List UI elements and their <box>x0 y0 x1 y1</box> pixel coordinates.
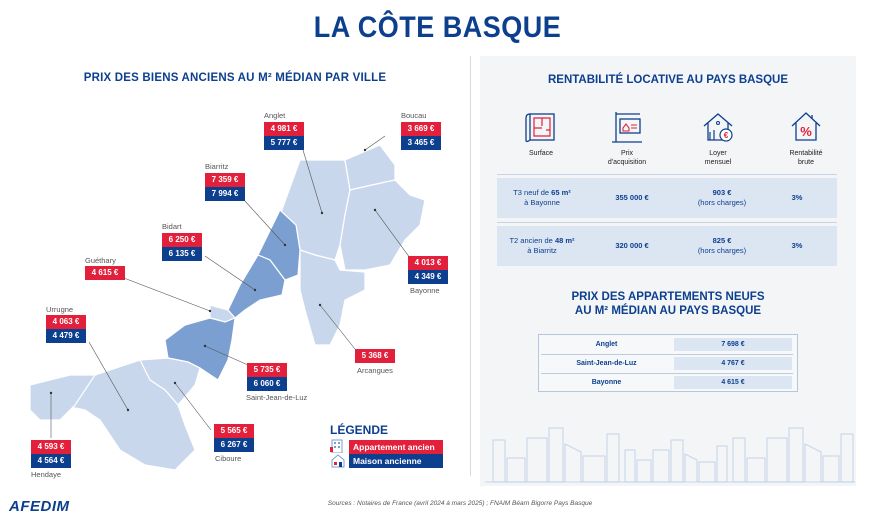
city-name-saint-jean-de-luz: Saint-Jean-de-Luz <box>246 393 308 402</box>
neuf-city: Anglet <box>595 341 618 348</box>
city-name-urrugne: Urrugne <box>46 305 74 314</box>
city-skyline-illustration <box>485 420 855 485</box>
neuf-row-anglet <box>539 335 797 354</box>
city-name-arcangues: Arcangues <box>357 366 393 375</box>
price-maison-anglet: 5 777 € <box>264 136 304 150</box>
column-prix <box>592 110 662 167</box>
price-appartement-urrugne: 4 063 € <box>46 315 86 329</box>
svg-text:€: € <box>723 131 729 140</box>
city-name-boucau: Boucau <box>401 111 427 120</box>
house-percent-icon <box>789 110 823 144</box>
price-appartement-saint-jean-de-luz: 5 735 € <box>247 363 287 377</box>
rentability-row <box>497 178 837 218</box>
row-surface-value: 48 m² <box>554 236 575 245</box>
city-name-bayonne: Bayonne <box>410 286 440 295</box>
row-surface-value: 65 m² <box>551 188 571 197</box>
page-title: LA CÔTE BASQUE <box>313 10 562 44</box>
price-appartement-boucau: 3 669 € <box>401 122 441 136</box>
city-name-anglet: Anglet <box>264 111 286 120</box>
column-surface <box>506 110 576 158</box>
house-icon <box>330 454 346 468</box>
neuf-row-saint-jean-de-luz <box>539 354 797 373</box>
header-separator <box>497 174 837 175</box>
apartment-building-icon <box>330 439 346 453</box>
price-maison-boucau: 3 465 € <box>401 136 441 150</box>
map-shapes <box>0 100 470 480</box>
sources-note: Sources : Notaires de France (avril 2024 à mars 2025) ; FNAIM Béarn Bigorre Pays Basque <box>327 500 593 507</box>
city-name-hendaye: Hendaye <box>31 470 62 479</box>
row-loyer: 903 € <box>712 188 732 197</box>
rentability-row <box>497 226 837 266</box>
price-appartement-hendaye: 4 593 € <box>31 440 71 454</box>
price-maison-saint-jean-de-luz: 6 060 € <box>247 377 287 391</box>
column-loyer <box>683 110 753 167</box>
city-name-bidart: Bidart <box>162 222 182 231</box>
price-maison-bayonne: 4 349 € <box>408 270 448 284</box>
property-sign-icon <box>610 110 644 144</box>
city-name-guethary: Guéthary <box>85 256 116 265</box>
neuf-prices-title <box>480 290 856 318</box>
column-label-surface: Surface <box>528 150 554 157</box>
row-separator <box>497 222 837 223</box>
column-label-loyer-2: mensuel <box>704 159 732 166</box>
city-name-ciboure: Ciboure <box>215 454 242 463</box>
price-appartement-anglet: 4 981 € <box>264 122 304 136</box>
row-loyer-note: (hors charges) <box>697 198 747 207</box>
price-appartement-ciboure: 5 565 € <box>214 424 254 438</box>
neuf-title-line-2: AU M² MÉDIAN AU PAYS BASQUE <box>574 305 762 317</box>
row-prix: 320 000 € <box>615 241 649 250</box>
legend-maison: Maison ancienne <box>349 454 443 468</box>
column-label-rentabilite-2: brute <box>798 159 814 166</box>
neuf-title-line-1: PRIX DES APPARTEMENTS NEUFS <box>571 291 765 303</box>
svg-text:%: % <box>800 124 812 139</box>
price-maison-urrugne: 4 479 € <box>46 329 86 343</box>
neuf-city: Bayonne <box>591 379 622 386</box>
neuf-prices-table <box>538 334 798 392</box>
price-appartement-arcangues: 5 368 € <box>355 349 395 363</box>
map-section-title: PRIX DES BIENS ANCIENS AU M² MÉDIAN PAR VILLE <box>83 72 387 84</box>
price-appartement-guethary: 4 615 € <box>85 266 125 280</box>
row-surface-prefix: T2 ancien de <box>509 236 553 245</box>
legend-appartement: Appartement ancien <box>349 440 443 454</box>
column-label-loyer-1: Loyer <box>709 150 727 157</box>
column-rentabilite <box>771 110 841 167</box>
house-euro-icon <box>701 110 735 144</box>
column-label-prix-1: Prix <box>620 150 634 157</box>
floor-plan-icon <box>524 110 558 144</box>
price-appartement-bidart: 6 250 € <box>162 233 202 247</box>
row-prix: 355 000 € <box>615 193 649 202</box>
price-appartement-bayonne: 4 013 € <box>408 256 448 270</box>
row-surface-city: à Biarritz <box>527 246 557 255</box>
price-maison-biarritz: 7 994 € <box>205 187 245 201</box>
neuf-value: 7 698 € <box>674 338 792 351</box>
city-name-biarritz: Biarritz <box>205 162 229 171</box>
column-label-rentabilite-1: Rentabilité <box>789 150 823 157</box>
price-maison-ciboure: 6 267 € <box>214 438 254 452</box>
neuf-value: 4 767 € <box>674 357 792 370</box>
neuf-row-bayonne <box>539 373 797 392</box>
price-maison-hendaye: 4 564 € <box>31 454 71 468</box>
neuf-city: Saint-Jean-de-Luz <box>576 360 637 367</box>
section-divider <box>470 56 471 476</box>
price-maison-bidart: 6 135 € <box>162 247 202 261</box>
basque-coast-map <box>0 100 470 480</box>
row-rentabilite: 3% <box>791 193 803 202</box>
neuf-value: 4 615 € <box>674 376 792 389</box>
row-surface-city: à Bayonne <box>524 198 560 207</box>
rentability-title: RENTABILITÉ LOCATIVE AU PAYS BASQUE <box>547 74 789 86</box>
row-loyer-note: (hors charges) <box>697 246 747 255</box>
row-rentabilite: 3% <box>791 241 803 250</box>
afedim-logo: AFEDIM <box>9 498 70 515</box>
legend-title: LÉGENDE <box>330 423 389 437</box>
row-surface-prefix: T3 neuf de <box>513 188 550 197</box>
row-loyer: 825 € <box>712 236 732 245</box>
price-appartement-biarritz: 7 359 € <box>205 173 245 187</box>
column-label-prix-2: d'acquisition <box>607 159 647 166</box>
